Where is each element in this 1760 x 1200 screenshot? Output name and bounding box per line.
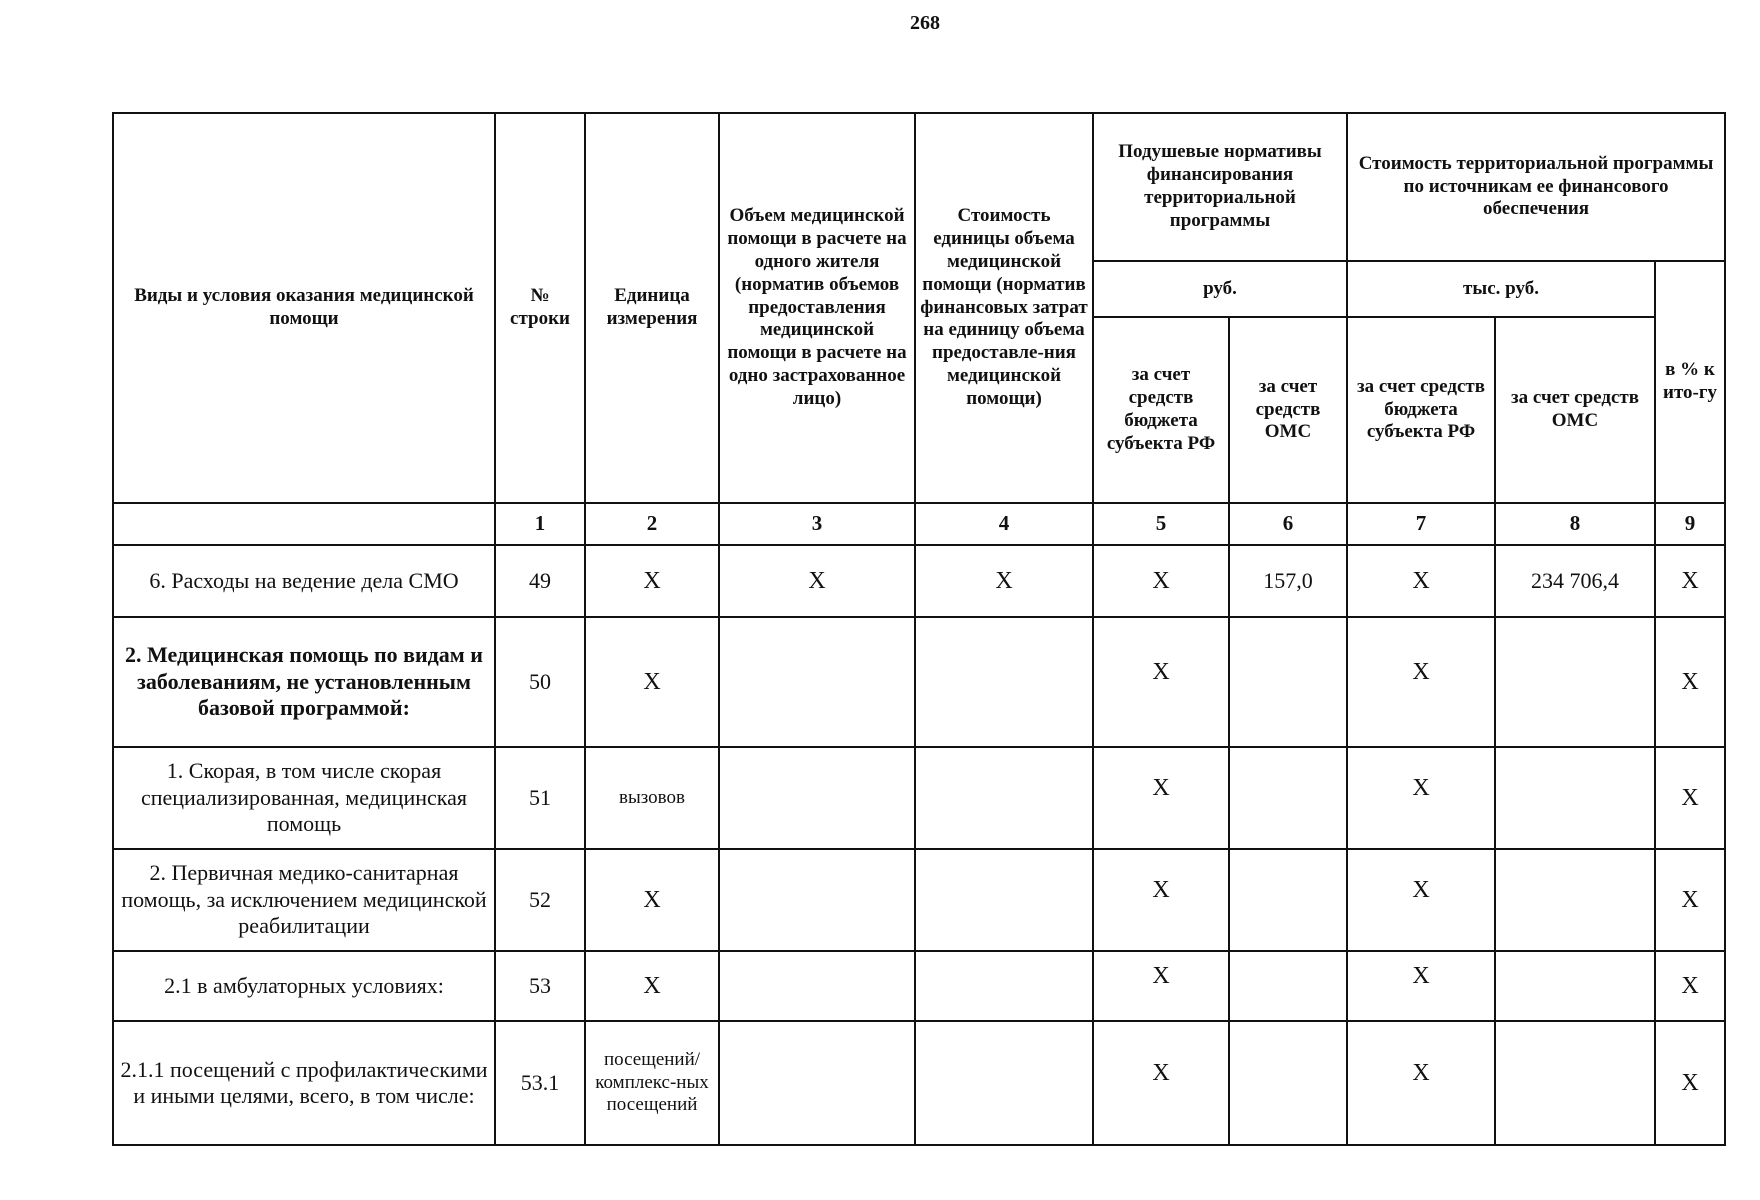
row-col-9: Х <box>1655 617 1725 747</box>
row-col-5: Х <box>1093 545 1229 617</box>
column-number-1: 1 <box>495 503 585 545</box>
table-row <box>113 545 1725 617</box>
row-col-4 <box>915 1021 1093 1145</box>
row-unit: посещений/ комплекс-ных посещений <box>585 1021 719 1145</box>
x-mark: Х <box>1152 962 1170 989</box>
page-number: 268 <box>910 12 940 34</box>
row-col-5 <box>1093 747 1229 849</box>
x-mark: Х <box>1412 774 1430 801</box>
x-mark: Х <box>1152 1059 1170 1086</box>
row-name: 2. Медицинская помощь по видам и заболеваниям, не установленным базовой программой: <box>113 617 495 747</box>
header-unit: Единица измерения <box>585 113 719 503</box>
row-col-6: 157,0 <box>1229 545 1347 617</box>
row-col-8 <box>1495 951 1655 1021</box>
row-col-3 <box>719 617 915 747</box>
row-number: 52 <box>495 849 585 951</box>
row-col-3 <box>719 1021 915 1145</box>
row-col-6 <box>1229 1021 1347 1145</box>
column-number-5: 5 <box>1093 503 1229 545</box>
row-unit: Х <box>585 545 719 617</box>
row-name: 1. Скорая, в том числе скорая специализированная, медицинская помощь <box>113 747 495 849</box>
header-percent: в % к ито-гу <box>1655 261 1725 503</box>
row-col-7 <box>1347 617 1495 747</box>
header-budget-rf-5: за счет средств бюджета субъекта РФ <box>1093 317 1229 503</box>
row-col-5 <box>1093 617 1229 747</box>
column-number-4: 4 <box>915 503 1093 545</box>
row-col-3 <box>719 951 915 1021</box>
row-col-6 <box>1229 849 1347 951</box>
row-col-4 <box>915 849 1093 951</box>
row-col-5 <box>1093 849 1229 951</box>
header-rub: руб. <box>1093 261 1347 317</box>
row-col-4 <box>915 951 1093 1021</box>
row-col-7 <box>1347 747 1495 849</box>
table-row <box>113 951 1725 1021</box>
column-number-7: 7 <box>1347 503 1495 545</box>
row-col-4: Х <box>915 545 1093 617</box>
row-number: 53 <box>495 951 585 1021</box>
row-col-7: Х <box>1347 545 1495 617</box>
header-per-capita: Подушевые нормативы финансирования территориальной программы <box>1093 113 1347 261</box>
header-kind: Виды и условия оказания медицинской помощи <box>113 113 495 503</box>
row-unit: Х <box>585 951 719 1021</box>
row-unit: вызовов <box>585 747 719 849</box>
row-col-8: 234 706,4 <box>1495 545 1655 617</box>
row-col-8 <box>1495 747 1655 849</box>
row-unit: Х <box>585 849 719 951</box>
financing-table <box>112 112 1726 1146</box>
column-number-row <box>113 503 1725 545</box>
column-number-blank <box>113 503 495 545</box>
row-col-9: Х <box>1655 747 1725 849</box>
row-col-4 <box>915 617 1093 747</box>
row-col-7 <box>1347 849 1495 951</box>
row-unit: Х <box>585 617 719 747</box>
header-volume: Объем медицинской помощи в расчете на одного жителя (норматив объемов предоставления медицинской помощи в расчете на одно застрахованное лицо) <box>719 113 915 503</box>
row-name: 2.1.1 посещений с профилактическими и иными целями, всего, в том числе: <box>113 1021 495 1145</box>
header-unit-cost: Стоимость единицы объема медицинской помощи (норматив финансовых затрат на единицу объема предоставле-ния медицинской помощи) <box>915 113 1093 503</box>
x-mark: Х <box>1412 876 1430 903</box>
row-col-9: Х <box>1655 1021 1725 1145</box>
row-col-7 <box>1347 951 1495 1021</box>
column-number-9: 9 <box>1655 503 1725 545</box>
row-col-9: Х <box>1655 951 1725 1021</box>
x-mark: Х <box>1152 658 1170 685</box>
row-col-8 <box>1495 849 1655 951</box>
row-col-8 <box>1495 617 1655 747</box>
row-col-3 <box>719 849 915 951</box>
x-mark: Х <box>1152 774 1170 801</box>
table-row <box>113 849 1725 951</box>
row-number: 49 <box>495 545 585 617</box>
header-row-1 <box>113 113 1725 261</box>
row-name: 6. Расходы на ведение дела СМО <box>113 545 495 617</box>
row-col-5 <box>1093 951 1229 1021</box>
x-mark: Х <box>1152 876 1170 903</box>
row-col-5 <box>1093 1021 1229 1145</box>
x-mark: Х <box>1412 962 1430 989</box>
x-mark: Х <box>1412 1059 1430 1086</box>
column-number-3: 3 <box>719 503 915 545</box>
header-thous-rub: тыс. руб. <box>1347 261 1655 317</box>
header-oms-6: за счет средств ОМС <box>1229 317 1347 503</box>
header-program-cost: Стоимость территориальной программы по источникам ее финансового обеспечения <box>1347 113 1725 261</box>
row-col-8 <box>1495 1021 1655 1145</box>
row-col-6 <box>1229 951 1347 1021</box>
row-number: 51 <box>495 747 585 849</box>
row-name: 2. Первичная медико-санитарная помощь, за исключением медицинской реабилитации <box>113 849 495 951</box>
header-oms-8: за счет средств ОМС <box>1495 317 1655 503</box>
row-col-6 <box>1229 747 1347 849</box>
row-col-3: Х <box>719 545 915 617</box>
row-name: 2.1 в амбулаторных условиях: <box>113 951 495 1021</box>
column-number-6: 6 <box>1229 503 1347 545</box>
row-col-3 <box>719 747 915 849</box>
table-row <box>113 617 1725 747</box>
row-col-9: Х <box>1655 849 1725 951</box>
column-number-8: 8 <box>1495 503 1655 545</box>
row-number: 50 <box>495 617 585 747</box>
table-row <box>113 1021 1725 1145</box>
row-col-7 <box>1347 1021 1495 1145</box>
column-number-2: 2 <box>585 503 719 545</box>
header-budget-rf-7: за счет средств бюджета субъекта РФ <box>1347 317 1495 503</box>
row-number: 53.1 <box>495 1021 585 1145</box>
row-col-4 <box>915 747 1093 849</box>
x-mark: Х <box>1412 658 1430 685</box>
row-col-6 <box>1229 617 1347 747</box>
table-row <box>113 747 1725 849</box>
row-col-9: Х <box>1655 545 1725 617</box>
header-row-no: № строки <box>495 113 585 503</box>
